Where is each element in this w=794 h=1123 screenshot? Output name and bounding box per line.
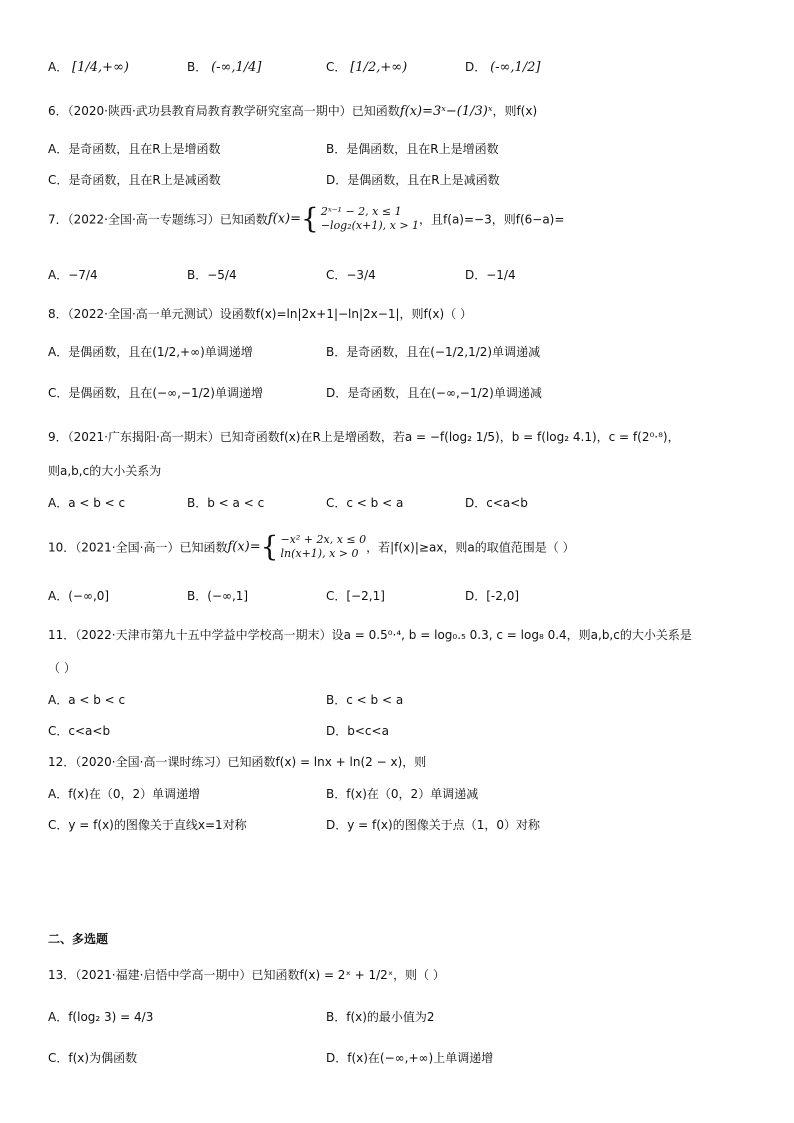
- q13-option-b: B．f(x)的最小值为2: [326, 1010, 435, 1024]
- q9-option-a: A．a < b < c: [48, 496, 126, 510]
- q9-option-d: D．c<a<b: [465, 496, 528, 510]
- q9-option-c: C．c < b < a: [326, 496, 404, 510]
- q13-option-d: D．f(x)在(−∞,+∞)上单调递增: [326, 1051, 494, 1065]
- q5-option-c: C． [1/2,+∞): [326, 60, 408, 75]
- q12-option-d: D．y = f(x)的图像关于点（1，0）对称: [326, 818, 540, 832]
- q8-option-b: B．是奇函数，且在(−1/2,1/2)单调递减: [326, 345, 541, 359]
- q10-brace: {: [260, 530, 279, 563]
- q7-piecewise: { 2ˣ⁻¹ − 2, x ≤ 1 −log₂(x+1), x > 1: [301, 202, 420, 235]
- q8-option-a: A．是偶函数，且在(1/2,+∞)单调递增: [48, 345, 253, 359]
- q10-option-a: A．(−∞,0]: [48, 589, 110, 603]
- q10-option-d: D．[-2,0]: [465, 589, 520, 603]
- q12-option-b: B．f(x)在（0，2）单调递减: [326, 787, 479, 801]
- q9-option-b: B．b < a < c: [187, 496, 265, 510]
- q9-stem-2: 则a,b,c的大小关系为: [48, 464, 162, 478]
- q7-stem: 7．（2022·全国·高一专题练习）已知函数f(x)= { 2ˣ⁻¹ − 2, x ≤ 1 −log₂(x+1), x > 1 ，且f(a)=−3，则f(6−a)=: [48, 202, 565, 235]
- q13-stem: 13．（2021·福建·启悟中学高一期中）已知函数f(x) = 2ˣ + 1/2ˣ，则（ ）: [48, 968, 445, 982]
- q10-option-b: B．(−∞,1]: [187, 589, 249, 603]
- q10-option-c: C．[−2,1]: [326, 589, 385, 603]
- q5-option-d: D． (-∞,1/2]: [465, 60, 541, 75]
- q6-option-b: B．是偶函数，且在R上是增函数: [326, 142, 499, 156]
- q11-option-a: A．a < b < c: [48, 693, 126, 707]
- q5-option-a: A． [1/4,+∞): [48, 60, 129, 75]
- q8-stem: 8．（2022·全国·高一单元测试）设函数f(x)=ln|2x+1|−ln|2x−1|，则f(x)（ ）: [48, 307, 473, 321]
- q10-stem: 10．（2021·全国·高一）已知函数f(x)= { −x² + 2x, x ≤ 0 ln(x+1), x > 0 ，若|f(x)|≥ax，则a的取值范围是（ ）: [48, 530, 575, 563]
- q12-option-c: C．y = f(x)的图像关于直线x=1对称: [48, 818, 247, 832]
- q12-option-a: A．f(x)在（0，2）单调递增: [48, 787, 201, 801]
- q13-option-a: A．f(log₂ 3) = 4/3: [48, 1010, 154, 1024]
- q6-option-d: D．是偶函数，且在R上是减函数: [326, 173, 500, 187]
- q8-option-d: D．是奇函数，且在(−∞,−1/2)单调递减: [326, 386, 542, 400]
- q7-option-d: D．−1/4: [465, 268, 516, 282]
- q5-option-b: B． (-∞,1/4]: [187, 60, 262, 75]
- q7-option-b: B．−5/4: [187, 268, 237, 282]
- section-title: 二、多选题: [48, 932, 109, 946]
- q12-stem: 12．（2020·全国·高一课时练习）已知函数f(x) = lnx + ln(2 − x)，则: [48, 755, 427, 769]
- q7-brace: {: [301, 202, 319, 235]
- q13-option-c: C．f(x)为偶函数: [48, 1051, 138, 1065]
- q11-stem: 11．（2022·天津市第九十五中学益中学校高一期末）设a = 0.5⁰·⁴, b = log₀.₅ 0.3, c = log₈ 0.4，则a,b,c的大小关系是: [48, 628, 692, 642]
- q11-option-d: D．b<c<a: [326, 724, 389, 738]
- q8-option-c: C．是偶函数，且在(−∞,−1/2)单调递增: [48, 386, 263, 400]
- q6-option-a: A．是奇函数，且在R上是增函数: [48, 142, 221, 156]
- q9-stem: 9．（2021·广东揭阳·高一期末）已知奇函数f(x)在R上是增函数，若a = −f(log₂ 1/5)，b = f(log₂ 4.1)，c = f(2⁰·⁸)，: [48, 430, 680, 444]
- q11-option-c: C．c<a<b: [48, 724, 111, 738]
- q10-piecewise: { −x² + 2x, x ≤ 0 ln(x+1), x > 0: [260, 530, 367, 563]
- q7-option-c: C．−3/4: [326, 268, 376, 282]
- q11-paren: （ ）: [48, 661, 76, 675]
- q11-option-b: B．c < b < a: [326, 693, 404, 707]
- q7-option-a: A．−7/4: [48, 268, 98, 282]
- q6-option-c: C．是奇函数，且在R上是减函数: [48, 173, 221, 187]
- q6-stem: 6．（2020·陕西·武功县教育局教育教学研究室高一期中）已知函数f(x)=3ˣ−(1/3)ˣ，则f(x): [48, 104, 538, 119]
